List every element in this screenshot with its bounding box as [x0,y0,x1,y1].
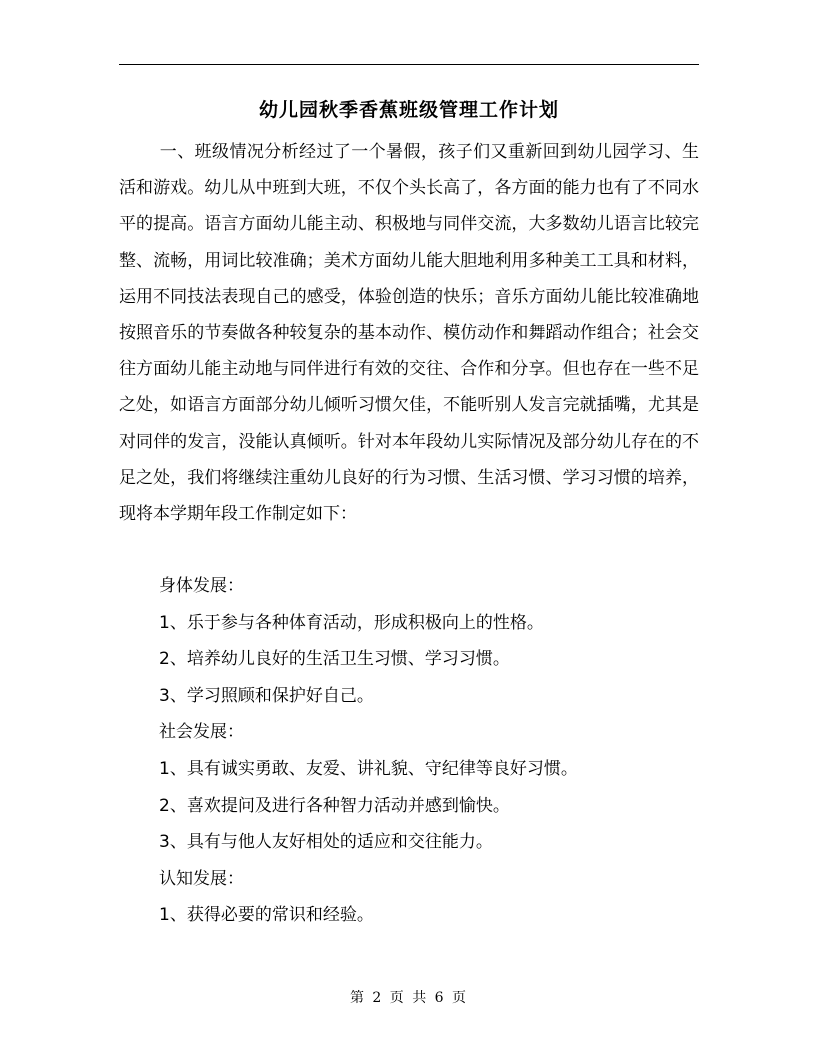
document-title: 幼儿园秋季香蕉班级管理工作计划 [258,99,559,121]
list-item: 1、乐于参与各种体育活动，形成积极向上的性格。 [159,612,544,633]
list-item: 1、具有诚实勇敢、友爱、讲礼貌、守纪律等良好习惯。 [159,758,578,779]
section-heading-physical: 身体发展： [159,576,244,596]
section-heading-social: 社会发展： [159,722,244,743]
list-item: 2、培养幼儿良好的生活卫生习惯、学习习惯。 [159,649,510,670]
section-heading-cognitive: 认知发展： [159,868,244,889]
header-rule [119,64,699,65]
goals-list [159,568,699,934]
list-item: 2、喜欢提问及进行各种智力活动并感到愉快。 [159,795,510,816]
list-item: 1、获得必要的常识和经验。 [159,905,374,926]
intro-paragraph: 一、班级情况分析经过了一个暑假，孩子们又重新回到幼儿园学习、生活和游戏。幼儿从中班到大班，不仅个头长高了，各方面的能力也有了不同水平的提高。语言方面幼儿能主动、积极地与同伴交流，大多数幼儿语言比较完整、流畅，用词比较准确；美术方面幼儿能大胆地利用多种美工工具和材料，运用不同技法表现自己的感受，体验创造的快乐；音乐方面幼儿能比较准确地按照音乐的节奏做各种较复杂的基本动作、模仿动作和舞蹈动作组合；社会交往方面幼儿能主动地与同伴进行有效的交往、合作和分享。但也存在一些不足之处，如语言方面部分幼儿倾听习惯欠佳，不能听别人发言完就插嘴，尤其是对同伴的发言，没能认真倾听。针对本年段幼儿实际情况及部分幼儿存在的不足之处，我们将继续注重幼儿良好的行为习惯、生活习惯、学习习惯的培养，现将本学期年段工作制定如下： [119,142,699,525]
list-item: 3、学习照顾和保护好自己。 [159,685,374,706]
page-number: 第 2 页 共 6 页 [349,990,469,1006]
list-item: 3、具有与他人友好相处的适应和交往能力。 [159,832,493,853]
